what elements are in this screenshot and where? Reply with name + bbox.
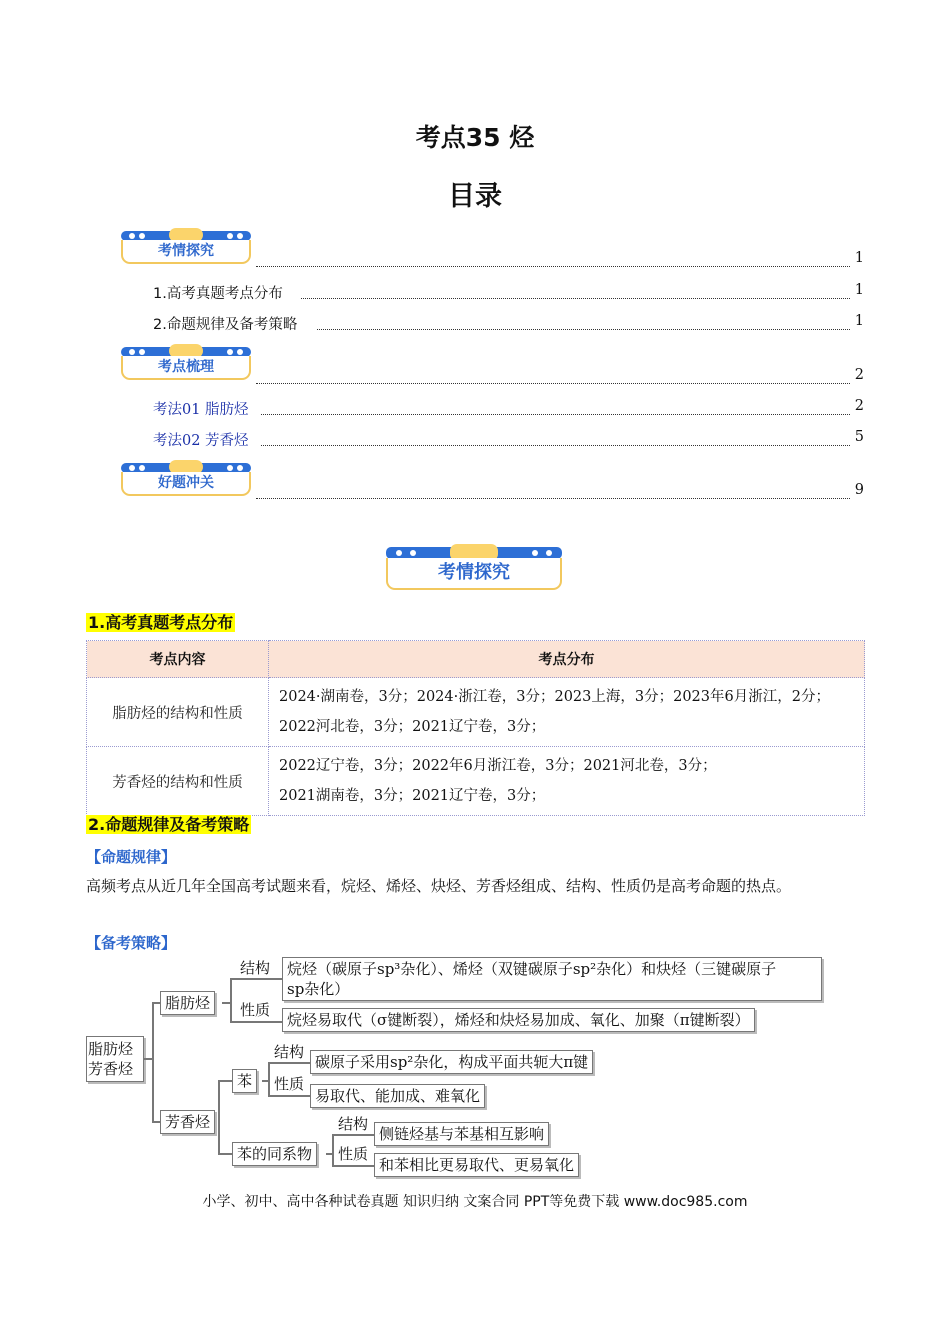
review-badge-label: 考点梳理 [121, 356, 251, 380]
col-distribution: 考点分布 [269, 641, 865, 678]
mm-root: 脂肪烃 芳香烃 [86, 1036, 144, 1082]
part2-heading: 2.命题规律及备考策略 [88, 815, 250, 834]
toc-row-item1[interactable]: 1.高考真题考点分布 1 [153, 282, 864, 302]
practice-badge[interactable] [121, 460, 251, 496]
rule-label: 【命题规律】 [86, 848, 177, 866]
review-badge[interactable] [121, 344, 251, 380]
explore-badge-label: 考情探究 [121, 240, 251, 264]
mm-aliphatic-structure-label: 结构 [240, 959, 271, 977]
page-footer: 小学、初中、高中各种试卷真题 知识归纳 文案合同 PPT等免费下载 www.doc985.com [202, 1194, 748, 1210]
toc-row-item2[interactable]: 2.命题规律及备考策略 1 [153, 313, 864, 333]
exam-distribution-table [86, 640, 865, 816]
strategy-label: 【备考策略】 [86, 934, 177, 952]
toc-row-item3[interactable]: 考法01 脂肪烃 2 [153, 398, 864, 418]
mm-aliphatic-property: 烷烃易取代（σ键断裂），烯烃和炔烃易加成、氧化、加聚（π键断裂） [282, 1008, 755, 1032]
part1-heading: 1.高考真题考点分布 [88, 613, 234, 632]
table-row: 脂肪烃的结构和性质 2024·湖南卷，3分；2024·浙江卷，3分；2023上海，3分；2023年6月浙江，2分；2022河北卷，3分；2021辽宁卷，3分； [87, 678, 865, 747]
toc-heading: 目录 [448, 181, 502, 212]
explore-section-title: 考情探究 [386, 558, 562, 590]
explore-section-banner [386, 544, 562, 590]
mm-benzene-structure-label: 结构 [274, 1043, 305, 1061]
toc-row-explore[interactable]: 1 [256, 250, 864, 270]
mm-benzene: 苯 [232, 1069, 257, 1093]
practice-badge-label: 好题冲关 [121, 472, 251, 496]
mm-aliphatic-structure: 烷烃（碳原子sp³杂化）、烯烃（双键碳原子sp²杂化）和炔烃（三键碳原子 sp杂化） [282, 957, 822, 1001]
rule-text: 高频考点从近几年全国高考试题来看，烷烃、烯烃、炔烃、芳香烃组成、结构、性质仍是高考命题的热点。 [86, 877, 792, 895]
toc-row-practice[interactable]: 9 [256, 482, 864, 502]
table-row: 芳香烃的结构和性质 2022辽宁卷，3分；2022年6月浙江卷，3分；2021河北卷，3分； 2021湖南卷，3分；2021辽宁卷，3分； [87, 747, 865, 816]
mm-homolog-property: 和苯相比更易取代、更易氧化 [374, 1153, 579, 1177]
page-title: 考点35 烃 [415, 123, 535, 152]
mm-aromatic: 芳香烃 [160, 1110, 215, 1134]
explore-badge[interactable] [121, 228, 251, 264]
mm-aliphatic-property-label: 性质 [240, 1001, 271, 1019]
col-topic: 考点内容 [87, 641, 269, 678]
mm-benzene-property: 易取代、能加成、难氧化 [310, 1084, 485, 1108]
toc-row-review[interactable]: 2 [256, 367, 864, 387]
mm-homolog-structure: 侧链烃基与苯基相互影响 [374, 1122, 549, 1146]
mm-homolog-structure-label: 结构 [338, 1115, 369, 1133]
mm-homolog-property-label: 性质 [338, 1145, 369, 1163]
mm-benzene-property-label: 性质 [274, 1075, 305, 1093]
mm-homologs: 苯的同系物 [232, 1142, 317, 1166]
mm-aliphatic: 脂肪烃 [160, 991, 215, 1015]
toc-row-item4[interactable]: 考法02 芳香烃 5 [153, 429, 864, 449]
mm-benzene-structure: 碳原子采用sp²杂化，构成平面共轭大π键 [310, 1050, 593, 1074]
